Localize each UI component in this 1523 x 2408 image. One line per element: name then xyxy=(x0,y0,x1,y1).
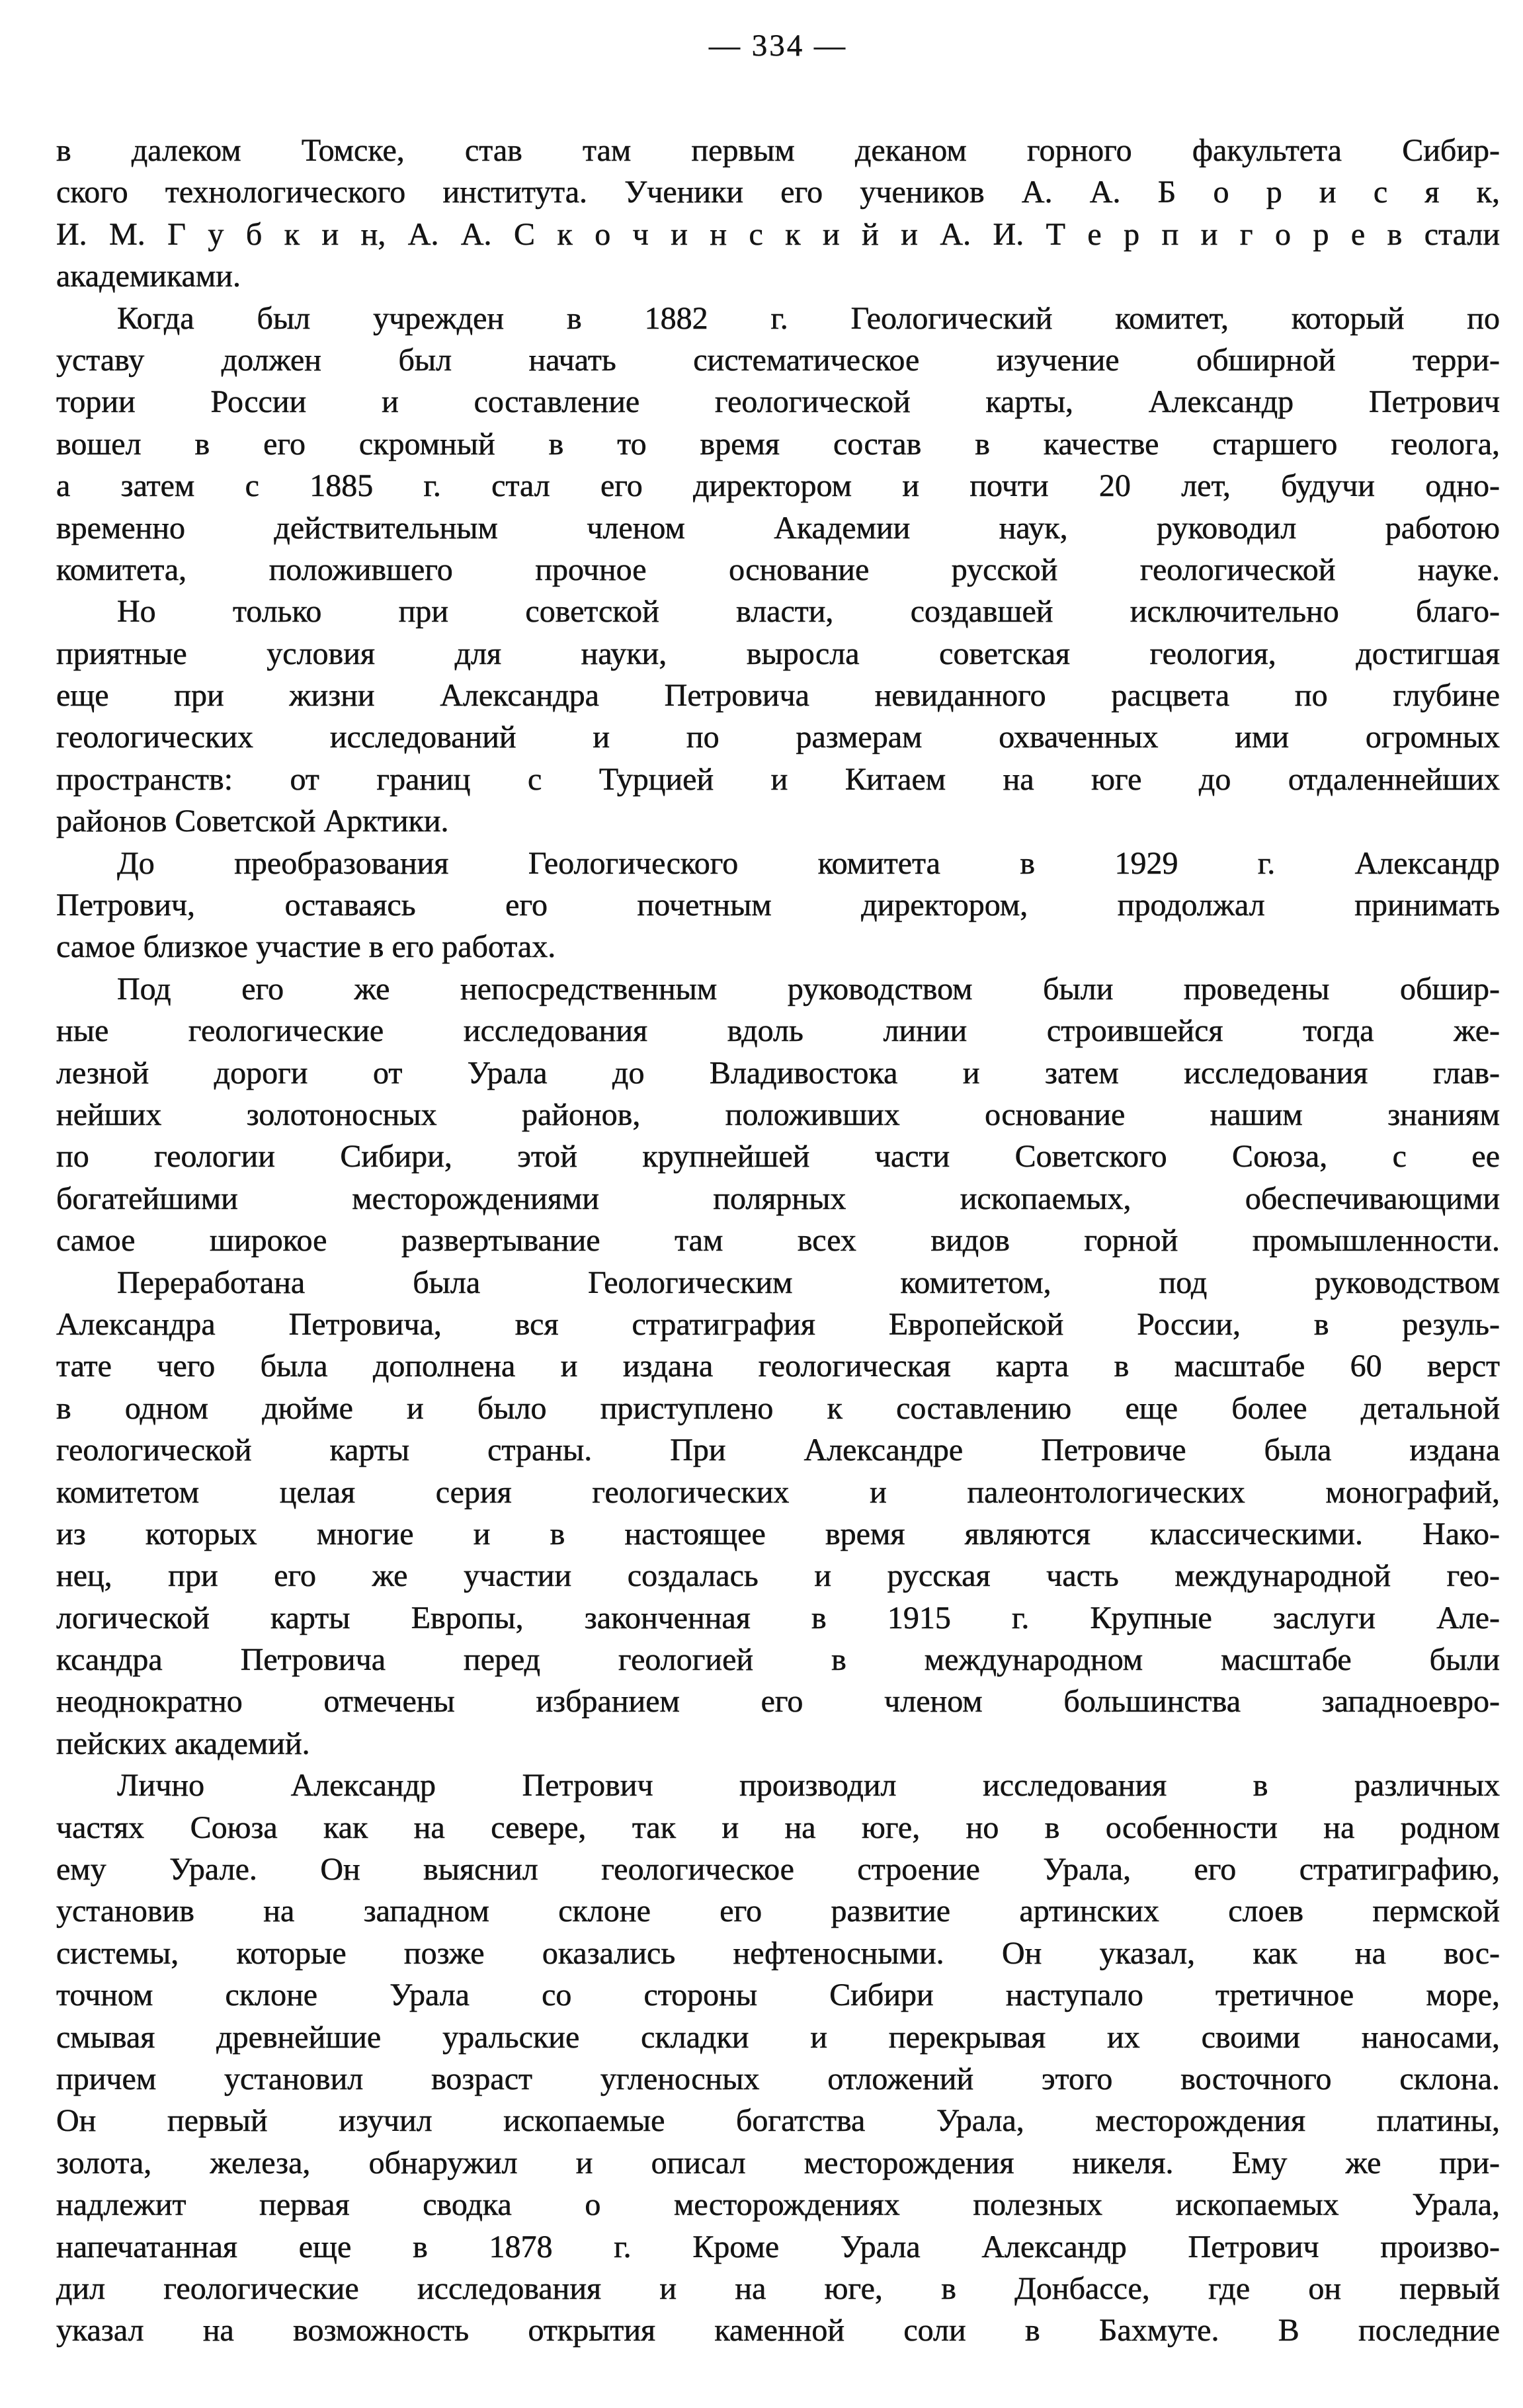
text-line: самое широкое развертывание там всех видов горной промышленности. xyxy=(56,1223,1500,1259)
text-line: ему Урале. Он выяснил геологическое строение Урала, его стратиграфию, xyxy=(56,1852,1500,1888)
text-line: логической карты Европы, законченная в 1915 г. Крупные заслуги Але- xyxy=(56,1600,1500,1636)
text-line: неоднократно отмечены избранием его членом большинства западноевро- xyxy=(56,1684,1500,1720)
text-line: Переработана была Геологическим комитетом, под руководством xyxy=(117,1265,1500,1300)
text-line: надлежит первая сводка о месторождениях полезных ископаемых Урала, xyxy=(56,2187,1500,2223)
text-line: тате чего была дополнена и издана геологическая карта в масштабе 60 верст xyxy=(56,1349,1500,1384)
text-line: пространств: от границ с Турцией и Китаем на юге до отдаленнейших xyxy=(56,761,1500,797)
text-line: Он первый изучил ископаемые богатства Урала, месторождения платины, xyxy=(56,2103,1500,2139)
text-line: дил геологические исследования и на юге, в Донбассе, где он первый xyxy=(56,2270,1500,2306)
text-line: вошел в его скромный в то время состав в качестве старшего геолога, xyxy=(56,426,1500,462)
text-line: комитетом целая серия геологических и палеонтологических монографий, xyxy=(56,1474,1500,1510)
text-line: пейских академий. xyxy=(56,1725,310,1761)
text-line: районов Советской Арктики. xyxy=(56,804,449,839)
page-number: — 334 — xyxy=(709,28,847,63)
text-line: еще при жизни Александра Петровича невиданного расцвета по глубине xyxy=(56,678,1500,714)
text-line: а затем с 1885 г. стал его директором и почти 20 лет, будучи одно- xyxy=(56,468,1500,504)
text-line: нец, при его же участии создалась и русская часть международной гео- xyxy=(56,1558,1500,1594)
text-line: уставу должен был начать систематическое изучение обширной терри- xyxy=(56,342,1500,378)
text-line: академиками. xyxy=(56,259,241,294)
text-line: по геологии Сибири, этой крупнейшей части Советского Союза, с ее xyxy=(56,1139,1500,1175)
text-line: ского технологического института. Ученики его учеников А. А. Б о р и с я к, xyxy=(56,175,1500,210)
text-line: комитета, положившего прочное основание русской геологической науке. xyxy=(56,552,1500,587)
text-line: ные геологические исследования вдоль линии строившейся тогда же- xyxy=(56,1013,1500,1049)
text-line: самое близкое участие в его работах. xyxy=(56,929,556,965)
text-line: Петрович, оставаясь его почетным директором, продолжал принимать xyxy=(56,888,1500,923)
text-line: Александра Петровича, вся стратиграфия Европейской России, в резуль- xyxy=(56,1306,1500,1342)
text-line: системы, которые позже оказались нефтеносными. Он указал, как на вос- xyxy=(56,1935,1500,1971)
text-line: До преобразования Геологического комитета в 1929 г. Александр xyxy=(117,845,1500,881)
text-line: геологической карты страны. При Александре Петровиче была издана xyxy=(56,1432,1500,1468)
text-line: геологических исследований и по размерам охваченных ими огромных xyxy=(56,720,1500,755)
text-line: Когда был учрежден в 1882 г. Геологический комитет, который по xyxy=(117,300,1500,336)
text-line: И. М. Г у б к и н, А. А. С к о ч и н с к и й и А. И. Т е р п и г о р е в стали xyxy=(56,216,1500,252)
text-line: нейших золотоносных районов, положивших основание нашим знаниям xyxy=(56,1097,1500,1132)
text-line: Но только при советской власти, создавшей исключительно благо- xyxy=(117,594,1500,630)
text-line: напечатанная еще в 1878 г. Кроме Урала Александр Петрович произво- xyxy=(56,2229,1500,2264)
text-line: временно действительным членом Академии наук, руководил работою xyxy=(56,510,1500,546)
text-line: богатейшими месторождениями полярных ископаемых, обеспечивающими xyxy=(56,1181,1500,1216)
text-line: частях Союза как на севере, так и на юге, но в особенности на родном xyxy=(56,1809,1500,1845)
text-line: в одном дюйме и было приступлено к составлению еще более детальной xyxy=(56,1390,1500,1426)
text-line: точном склоне Урала со стороны Сибири наступало третичное море, xyxy=(56,1977,1500,2013)
text-line: лезной дороги от Урала до Владивостока и затем исследования глав- xyxy=(56,1055,1500,1091)
text-line: в далеком Томске, став там первым деканом горного факультета Сибир- xyxy=(56,133,1500,168)
text-line: смывая древнейшие уральские складки и перекрывая их своими наносами, xyxy=(56,2019,1500,2055)
text-line: Под его же непосредственным руководством были проведены обшир- xyxy=(117,971,1500,1007)
body-text-block xyxy=(56,130,1500,2352)
text-line: тории России и составление геологической карты, Александр Петрович xyxy=(56,384,1500,420)
text-line: приятные условия для науки, выросла советская геология, достигшая xyxy=(56,636,1500,671)
text-line: золота, железа, обнаружил и описал месторождения никеля. Ему же при- xyxy=(56,2145,1500,2180)
text-line: причем установил возраст угленосных отложений этого восточного склона. xyxy=(56,2061,1500,2097)
text-line: ксандра Петровича перед геологией в международном масштабе были xyxy=(56,1642,1500,1678)
text-line: указал на возможность открытия каменной соли в Бахмуте. В последние xyxy=(56,2313,1500,2348)
text-line: установив на западном склоне его развитие артинских слоев пермской xyxy=(56,1893,1500,1929)
text-line: из которых многие и в настоящее время являются классическими. Нако- xyxy=(56,1516,1500,1552)
text-line: Лично Александр Петрович производил исследования в различных xyxy=(117,1768,1500,1804)
